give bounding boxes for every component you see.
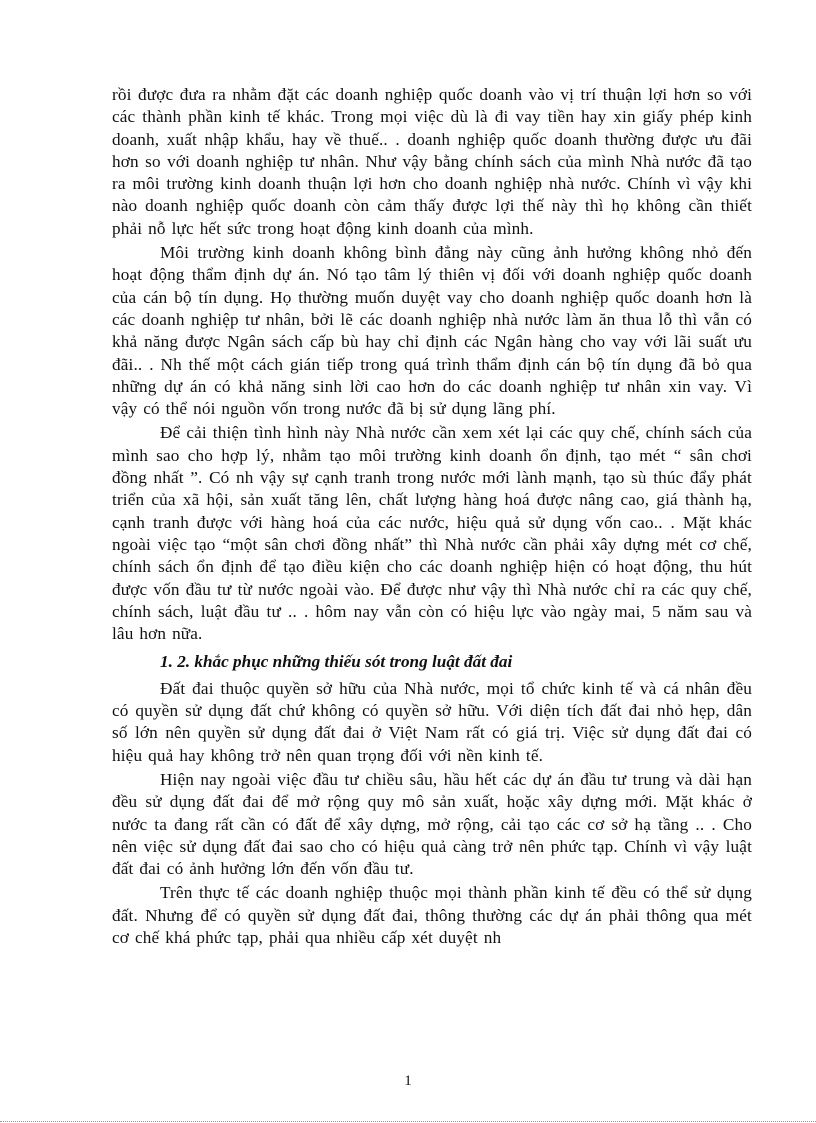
paragraph-2: Môi trường kinh doanh không bình đẳng này cũng ảnh hưởng không nhỏ đến hoạt động thẩm định dự án. Nó tạo tâm lý thiên vị đối với doanh nghiệp quốc doanh của cán bộ tín dụng. Họ thường muốn duyệt vay cho doanh nghiệp quốc doanh hơn là các doanh nghiệp tư nhân, bởi lẽ các doanh nghiệp nhà nước làm ăn thua lỗ thì vẫn có khả năng được Ngân sách cấp bù hay chỉ định các Ngân hàng cho vay với lãi suất ưu đãi.. . Nh thế một cách gián tiếp trong quá trình thẩm định cán bộ tín dụng đã bỏ qua những dự án có khả năng sinh lời cao hơn do các doanh nghiệp tư nhân xin vay. Vì vậy có thể nói nguồn vốn trong nước đã bị sử dụng lãng phí. xyxy=(112,243,752,419)
paragraph-5: Hiện nay ngoài việc đầu tư chiều sâu, hầu hết các dự án đầu tư trung và dài hạn đều sử dụng đất đai để mở rộng quy mô sản xuất, hoặc xây dựng mới. Mặt khác ở nước ta đang rất cần có đất để xây dựng, mở rộng, cải tạo các cơ sở hạ tầng .. . Cho nên việc sử dụng đất đai sao cho có hiệu quả càng trở nên phức tạp. Chính vì vậy luật đất đai có ảnh hưởng lớn đến vốn đầu tư. xyxy=(112,769,752,879)
page-bottom-divider xyxy=(0,1121,816,1122)
paragraph-3: Để cải thiện tình hình này Nhà nước cần xem xét lại các quy chế, chính sách của mình sao cho hợp lý, nhằm tạo môi trường kinh doanh ổn định, tạo mét “ sân chơi đồng nhất ”. Có nh vậy sự cạnh tranh trong nước mới lành mạnh, tạo sù thúc đẩy phát triển của xã hội, sản xuất tăng lên, chất lượng hàng hoá được nâng cao, giá thành hạ, cạnh tranh được với hàng hoá của các nước, hiệu quả sử dụng vốn cao.. . Mặt khác ngoài việc tạo “một sân chơi đồng nhất” thì Nhà nước cần phải xây dựng mét cơ chế, chính sách ổn định để tạo điều kiện cho các doanh nghiệp hiện có hoạt động, thu hút được vốn đầu tư từ nước ngoài vào. Để được như vậy thì Nhà nước chỉ ra các quy chế, chính sách, luật đầu tư .. . hôm nay vẫn còn có hiệu lực vào ngày mai, 5 năm sau và lâu hơn nữa. xyxy=(112,423,752,644)
paragraph-1: rồi được đưa ra nhằm đặt các doanh nghiệp quốc doanh vào vị trí thuận lợi hơn so với các thành phần kinh tế khác. Trong mọi việc dù là đi vay tiền hay xin giấy phép kinh doanh, xuất nhập khẩu, hay về thuế.. . doanh nghiệp quốc doanh thường được ưu đãi hơn so với doanh nghiệp tư nhân. Như vậy bằng chính sách của mình Nhà nước đã tạo ra môi trường kinh doanh thuận lợi hơn cho doanh nghiệp nhà nước. Chính vì vậy khi nào doanh nghiệp quốc doanh còn cảm thấy được lợi thế này thì họ không cần thiết phải nỗ lực hết sức trong hoạt động kinh doanh của mình. xyxy=(112,85,752,238)
document-body xyxy=(112,84,752,949)
section-heading: 1. 2. khắc phục những thiếu sót trong luật đất đai xyxy=(160,652,513,672)
paragraph-4: Đất đai thuộc quyền sở hữu của Nhà nước, mọi tổ chức kinh tế và cá nhân đều có quyền sử dụng đất chứ không có quyền sở hữu. Với diện tích đất đai nhỏ hẹp, dân số lớn nên quyền sử dụng đất đai ở Việt Nam rất có giá trị. Việc sử dụng đất đai có hiệu quả hay không trở nên quan trọng đối với nền kinh tế. xyxy=(112,678,752,765)
page-number: 1 xyxy=(404,1073,412,1089)
paragraph-6: Trên thực tế các doanh nghiệp thuộc mọi thành phần kinh tế đều có thể sử dụng đất. Nhưng để có quyền sử dụng đất đai, thông thường các dự án phải thông qua mét cơ chế khá phức tạp, phải qua nhiều cấp xét duyệt nh xyxy=(112,883,752,947)
